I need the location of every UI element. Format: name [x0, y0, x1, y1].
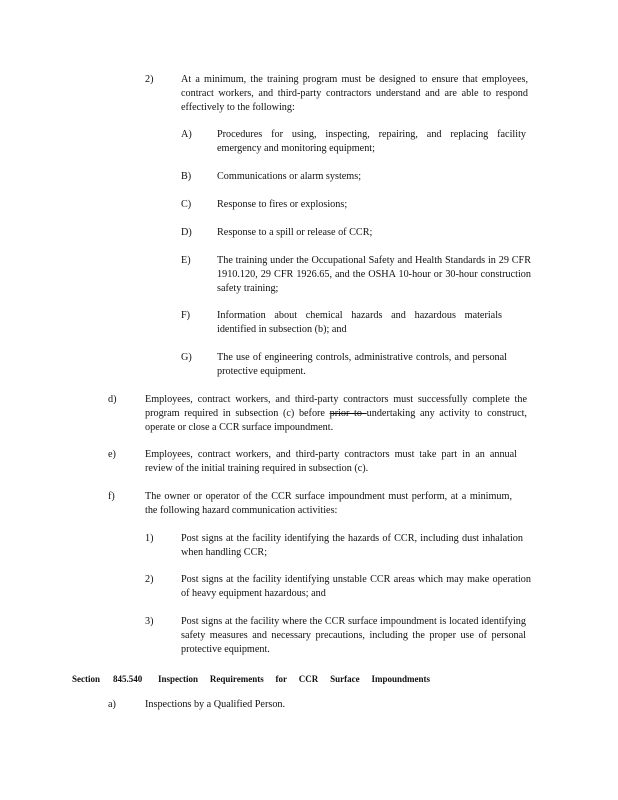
item-e-text: Employees, contract workers, and third-party contractors must take part in an annual review of the initial training required in subsection (c).	[145, 449, 517, 474]
f-item-text: Post signs at the facility identifying the hazards of CCR, including dust inhalation when handling CCR;	[181, 533, 523, 558]
f-item-label: 3)	[145, 616, 154, 627]
section-word: Section	[72, 674, 100, 684]
sub-item-label: A)	[181, 129, 192, 140]
item-d-text-after: undertaking any activity to construct, operate or close a CCR surface impoundment.	[145, 408, 527, 433]
item-d-struck-text: prior to	[329, 408, 367, 419]
sub-item-label: G)	[181, 352, 192, 363]
f-item-text: Post signs at the facility where the CCR surface impoundment is located identifying safety measures and necessary precautions, including the proper use of personal protective equipment.	[181, 616, 526, 655]
item-e-label: e)	[108, 449, 116, 460]
item-d-text	[145, 393, 527, 435]
sub-item-text: Procedures for using, inspecting, repairing, and replacing facility emergency and monitoring equipment;	[217, 129, 526, 154]
item-a-label: a)	[108, 699, 116, 710]
sub-item-text: The training under the Occupational Safety and Health Standards in 29 CFR 1910.120, 29 CFR 1926.65, and the OSHA 10-hour or 30-hour construction safety training;	[217, 255, 531, 294]
item-d-text-before: Employees, contract workers, and third-party contractors must successfully complete the program required in subsection (c) before	[145, 394, 527, 419]
section-title: Inspection Requirements for CCR Surface Impoundments	[158, 674, 430, 684]
sub-item-text: The use of engineering controls, administrative controls, and personal protective equipment.	[217, 352, 507, 377]
sub-item-text: Response to fires or explosions;	[217, 199, 348, 210]
item-f-text: The owner or operator of the CCR surface impoundment must perform, at a minimum, the following hazard communication activities:	[145, 491, 512, 516]
item-2-label: 2)	[145, 74, 154, 85]
sub-item-label: E)	[181, 255, 191, 266]
sub-item-label: B)	[181, 171, 192, 182]
item-d-label: d)	[108, 394, 117, 405]
sub-item-text: Response to a spill or release of CCR;	[217, 227, 373, 238]
sub-item-text: Communications or alarm systems;	[217, 171, 362, 182]
item-f-label: f)	[108, 491, 115, 502]
item-2-text: At a minimum, the training program must be designed to ensure that employees, contract workers, and third-party contractors understand and are able to respond effectively to the following:	[181, 74, 528, 113]
sub-item-label: C)	[181, 199, 192, 210]
f-item-label: 1)	[145, 533, 154, 544]
sub-item-text: Information about chemical hazards and hazardous materials identified in subsection (b); and	[217, 310, 502, 335]
sub-item-label: D)	[181, 227, 192, 238]
sub-item-label: F)	[181, 310, 191, 321]
f-item-label: 2)	[145, 574, 154, 585]
f-item-text: Post signs at the facility identifying unstable CCR areas which may make operation of heavy equipment hazardous; and	[181, 574, 531, 599]
section-number: 845.540	[113, 674, 143, 684]
item-a-text: Inspections by a Qualified Person.	[145, 699, 286, 710]
